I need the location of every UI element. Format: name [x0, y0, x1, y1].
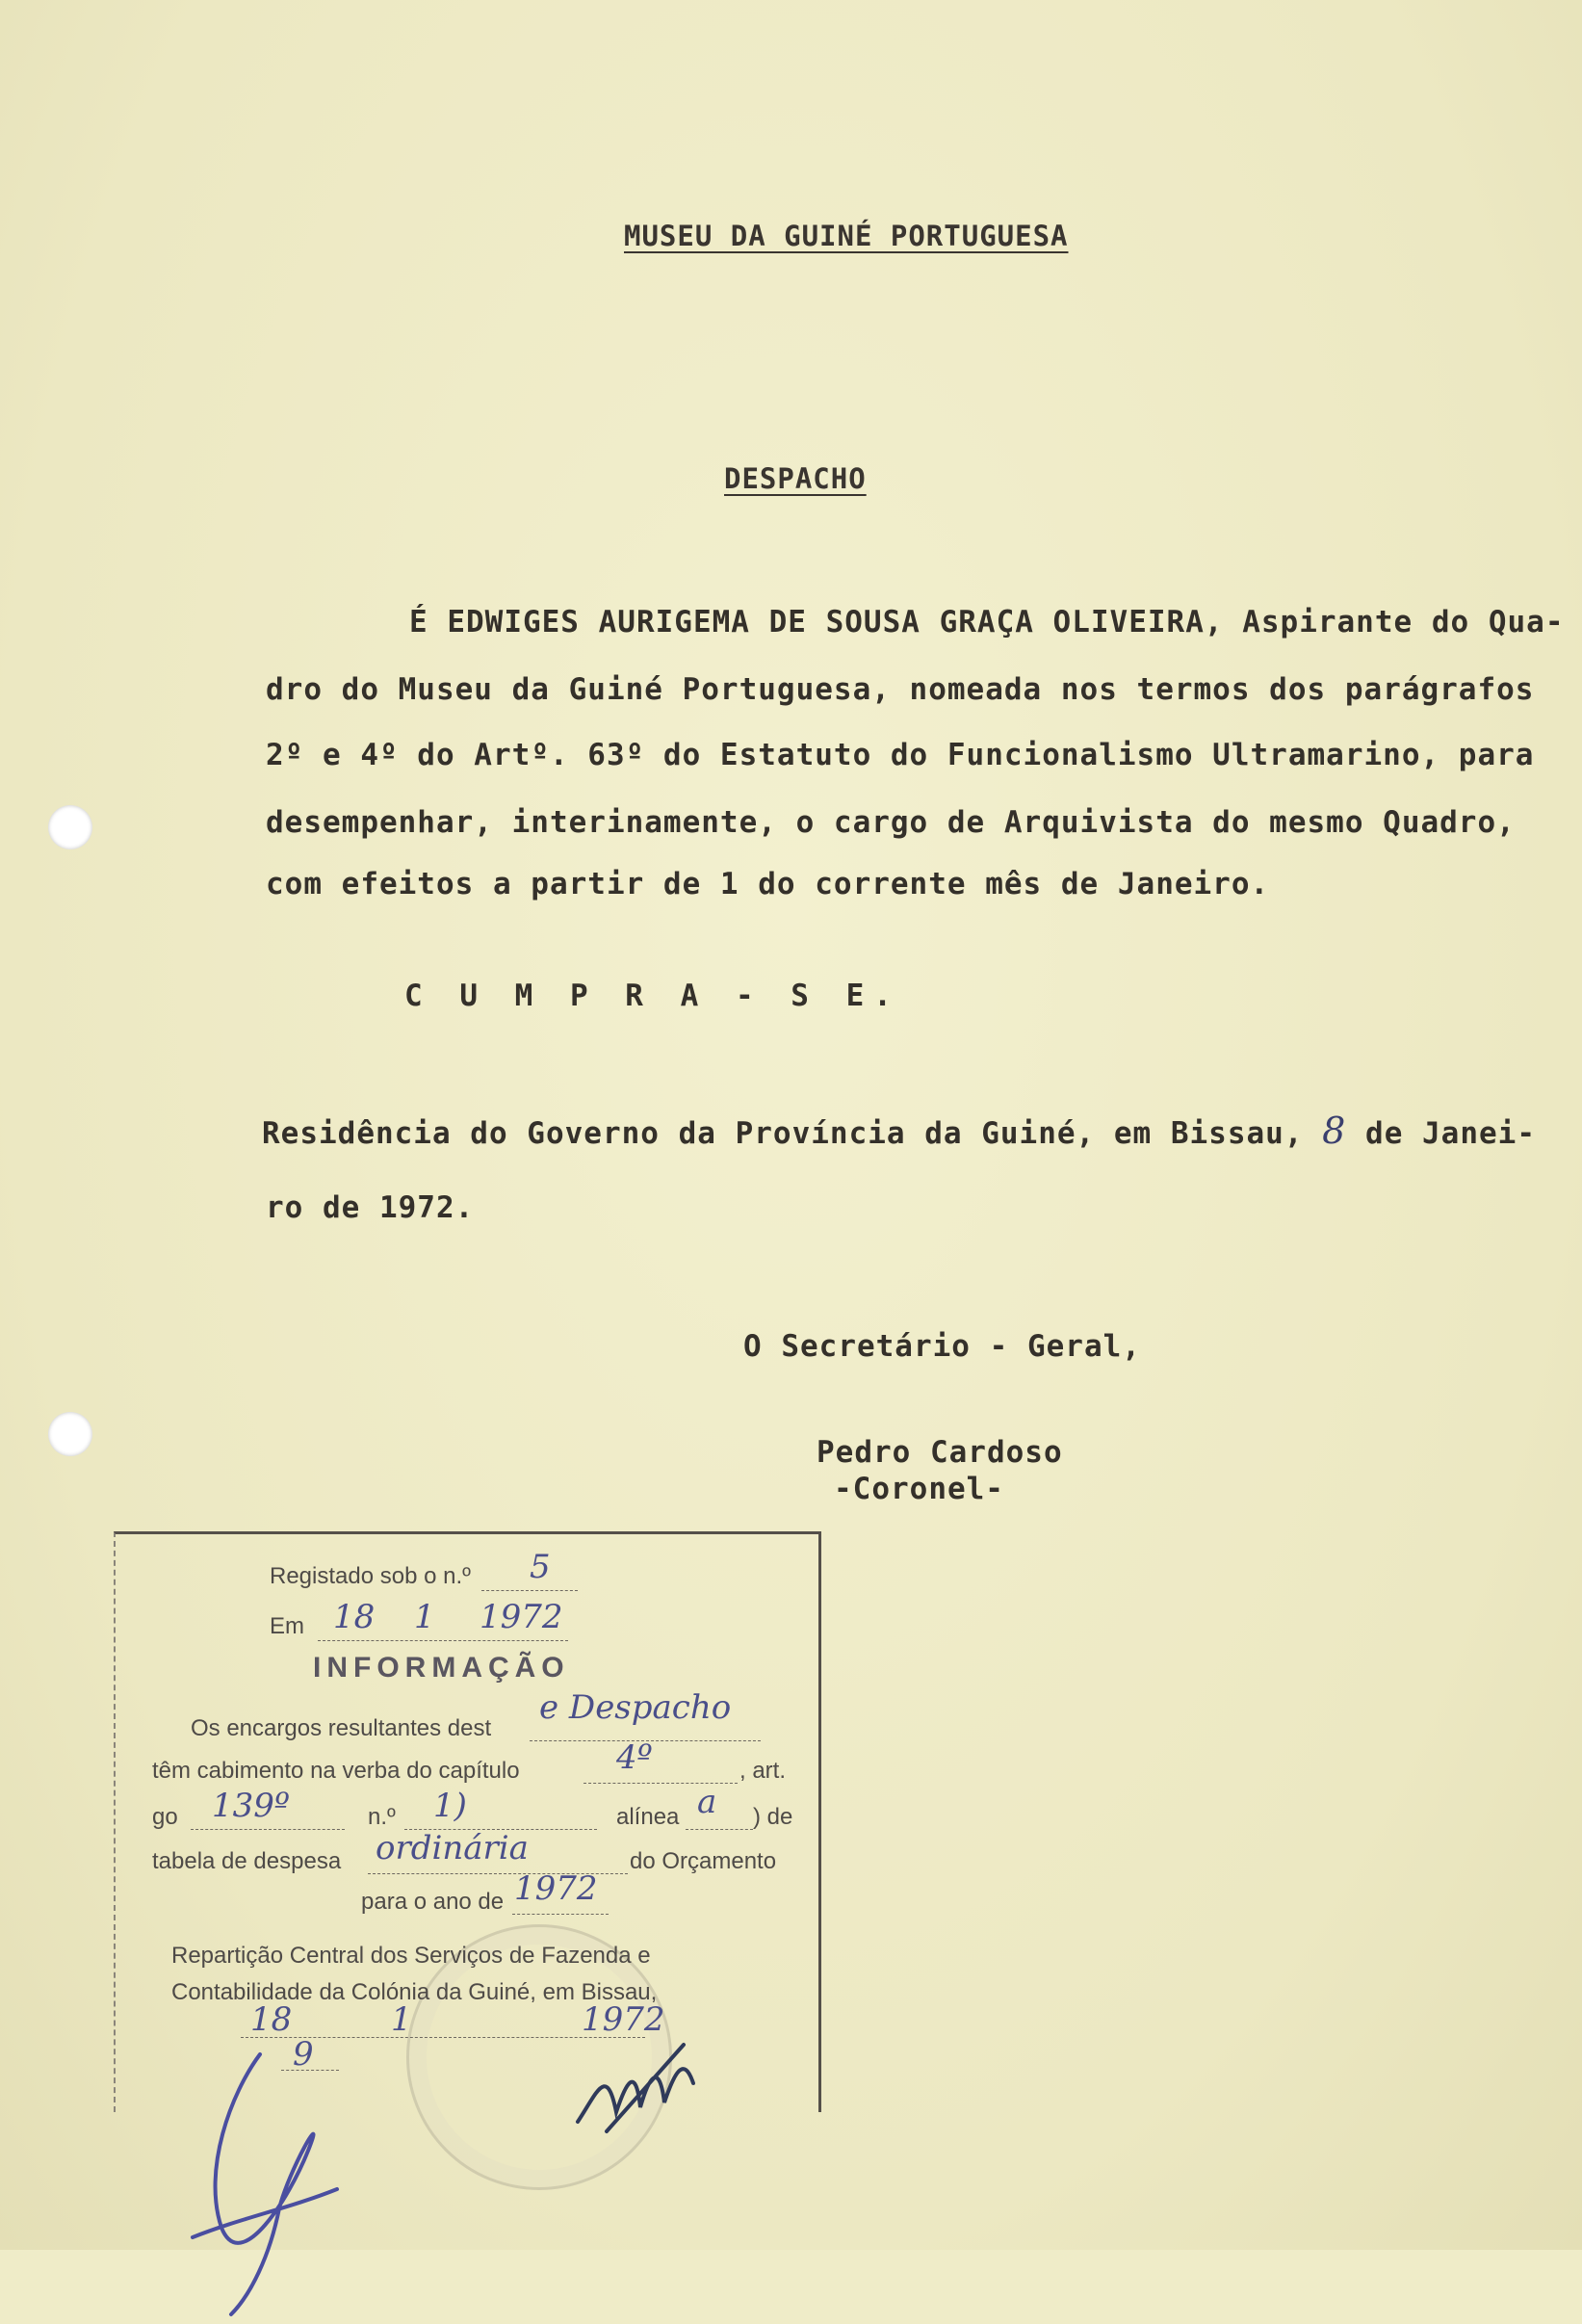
place-day: 8: [1322, 1110, 1347, 1152]
document-type-title: DESPACHO: [724, 462, 867, 495]
paragraph-line: dro do Museu da Guiné Portuguesa, nomeada nos termos dos parágrafos: [266, 672, 1535, 707]
date-year: 1972: [582, 2000, 665, 2039]
paragraph-line: desempenhar, interinamente, o cargo de Arquivista do mesmo Quadro,: [266, 805, 1516, 840]
signature-rank: -Coronel-: [834, 1472, 1004, 1506]
numero-label: n.º: [368, 1804, 396, 1830]
alinea-label: alínea: [616, 1804, 680, 1830]
punch-hole: [48, 805, 92, 849]
institution-title: MUSEU DA GUINÉ PORTUGUESA: [624, 220, 1069, 252]
capitulo-value: 4º: [616, 1738, 653, 1777]
despesa-label: tabela de despesa: [152, 1848, 342, 1874]
handwritten-signature-right: [568, 2025, 713, 2141]
paragraph-line: com efeitos a partir de 1 do corrente mês de Janeiro.: [266, 867, 1270, 901]
stamp-heading: INFORMAÇÃO: [313, 1652, 570, 1684]
em-day: 18: [333, 1598, 376, 1636]
artigo-value: 139º: [212, 1787, 290, 1825]
ano-label: para o ano de: [361, 1889, 505, 1915]
paragraph-line: É EDWIGES AURIGEMA DE SOUSA GRAÇA OLIVEIRA, Aspirante do Qua-: [409, 605, 1565, 640]
artigo-prefix: go: [152, 1804, 178, 1830]
punch-hole: [48, 1412, 92, 1456]
em-label: Em: [270, 1613, 304, 1639]
capitulo-label: têm cabimento na verba do capítulo: [152, 1758, 520, 1784]
despesa-suffix: do Orçamento: [630, 1848, 777, 1874]
signature-name: Pedro Cardoso: [817, 1435, 1063, 1470]
place-date-line-2: ro de 1972.: [266, 1190, 475, 1225]
numero-value: 1): [433, 1787, 467, 1825]
handwritten-signature-left: [164, 2035, 356, 2324]
encargos-value: e Despacho: [539, 1688, 732, 1727]
despesa-value: ordinária: [376, 1829, 529, 1867]
repartição-line-2: Contabilidade da Colónia da Guiné, em Bissau,: [171, 1979, 658, 2005]
place-text: Residência do Governo da Província da Guiné, em Bissau,: [262, 1116, 1304, 1151]
date-day: 18: [250, 2000, 293, 2039]
place-suffix: de Janei-: [1365, 1116, 1537, 1151]
information-stamp: [114, 1531, 821, 2112]
encargos-label: Os encargos resultantes dest: [191, 1715, 492, 1741]
repartição-line-1: Repartição Central dos Serviços de Fazenda e: [171, 1943, 651, 1969]
signature-role: O Secretário - Geral,: [743, 1329, 1141, 1364]
paragraph-line: 2º e 4º do Artº. 63º do Estatuto do Funcionalismo Ultramarino, para: [266, 738, 1535, 772]
reference-number: 9: [293, 2035, 314, 2074]
registado-number: 5: [530, 1548, 551, 1586]
em-year: 1972: [480, 1598, 563, 1636]
capitulo-suffix: , art.: [739, 1758, 787, 1784]
ano-value: 1972: [514, 1869, 598, 1908]
date-month: 1: [391, 2000, 412, 2039]
registado-label: Registado sob o n.º: [270, 1563, 471, 1589]
place-date-line: [262, 1110, 1536, 1152]
alinea-value: a: [697, 1783, 717, 1821]
cumpra-se: C U M P R A - S E.: [404, 979, 901, 1013]
alinea-suffix: ) de: [753, 1804, 793, 1830]
em-month: 1: [414, 1598, 435, 1636]
